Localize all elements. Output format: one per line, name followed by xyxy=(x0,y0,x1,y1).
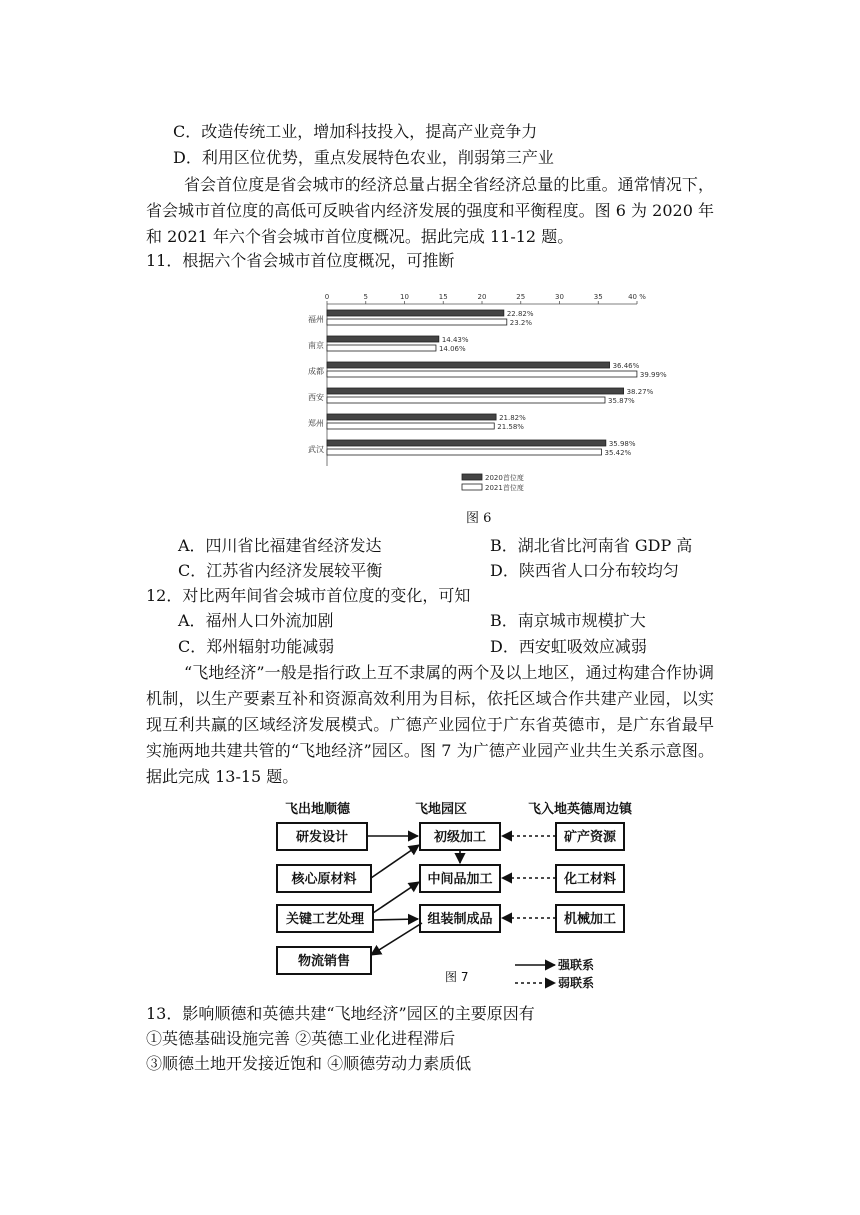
bar-data-label: 35.98% xyxy=(608,440,636,448)
column-right-title: 飞入地英德周边镇 xyxy=(528,802,633,817)
q12-option-d: D．西安虹吸效应减弱 xyxy=(490,637,647,656)
bar-data-label: 21.82% xyxy=(499,414,526,422)
x-tick-label: 10 xyxy=(400,293,409,301)
label-mineral-resources: 矿产资源 xyxy=(563,830,617,845)
label-logistics-sales: 物流销售 xyxy=(297,954,351,969)
q12-option-a: A．福州人口外流加剧 xyxy=(178,611,334,630)
x-tick-label: 0 xyxy=(324,293,330,301)
x-tick-label: 30 xyxy=(555,293,564,301)
bar-2020 xyxy=(327,310,504,316)
figure-6-bar-chart xyxy=(300,290,667,492)
column-mid-title: 飞地园区 xyxy=(415,802,468,817)
bar-data-label: 39.99% xyxy=(639,371,667,379)
label-rd-design: 研发设计 xyxy=(295,830,349,845)
legend-strong-label: 强联系 xyxy=(558,958,595,972)
bar-data-label: 23.2% xyxy=(509,319,533,327)
legend-swatch xyxy=(462,474,482,480)
q11-option-c: C．江苏省内经济发展较平衡 xyxy=(178,561,383,580)
q11-option-d: D．陕西省人口分布较均匀 xyxy=(490,561,679,580)
x-tick-label: 25 xyxy=(516,293,526,301)
legend-swatch xyxy=(462,484,482,490)
legend-label: 2020首位度 xyxy=(485,474,524,482)
q12-stem: 12．对比两年间省会城市首位度的变化，可知 xyxy=(146,586,471,605)
bar-data-label: 35.87% xyxy=(607,397,635,405)
label-chemical-materials: 化工材料 xyxy=(563,872,617,887)
q13-items-line2: ③顺德土地开发接近饱和 ④顺德劳动力素质低 xyxy=(146,1054,472,1073)
arrow-assembly-to-logistics xyxy=(371,923,422,955)
bar-data-label: 36.46% xyxy=(612,362,640,370)
bar-2020 xyxy=(327,440,606,446)
arrow-process-to-intermediate xyxy=(373,882,419,913)
bar-2021 xyxy=(327,397,605,403)
bar-2020 xyxy=(327,336,439,342)
x-tick-label: 40 % xyxy=(628,293,646,301)
label-core-materials: 核心原材料 xyxy=(291,872,357,887)
bar-2020 xyxy=(327,388,624,394)
q13-stem: 13．影响顺德和英德共建“飞地经济”园区的主要原因有 xyxy=(146,1004,535,1023)
label-machining: 机械加工 xyxy=(563,912,617,927)
passage-enclave-economy: “飞地经济”一般是指行政上互不隶属的两个及以上地区，通过构建合作协调机制，以生产要素互补和资源高效利用为目标，依托区域合作共建产业园，以实现互利共赢的区域经济发展模式。广德产业园位于广东省英德市，是广东省最早实施两地共建共管的“飞地经济”园区。图 7 为广德产业园产业共生关系示意图。据此完成 13-15 题。 xyxy=(146,663,714,786)
bar-data-label: 21.58% xyxy=(497,423,524,431)
x-tick-label: 15 xyxy=(438,293,448,301)
category-label: 西安 xyxy=(308,393,324,402)
category-label: 福州 xyxy=(308,315,324,324)
passage-capital-primacy: 省会首位度是省会城市的经济总量占据全省经济总量的比重。通常情况下，省会城市首位度的高低可反映省内经济发展的强度和平衡程度。图 6 为 2020 年和 2021 年六个省会城市首位度概况。据此完成 11-12 题。 xyxy=(146,175,714,246)
bar-2021 xyxy=(327,345,436,351)
x-tick-label: 5 xyxy=(363,293,368,301)
q11-option-a: A．四川省比福建省经济发达 xyxy=(178,536,382,555)
bar-2021 xyxy=(327,319,507,325)
q12-option-c: C．郑州辐射功能减弱 xyxy=(178,637,335,656)
bar-2021 xyxy=(327,371,637,377)
bar-2020 xyxy=(327,362,610,368)
bar-2020 xyxy=(327,414,496,420)
label-primary-processing: 初级加工 xyxy=(433,830,487,845)
figure-7-caption: 图 7 xyxy=(445,970,469,984)
bar-2021 xyxy=(327,449,602,455)
label-intermediate-processing: 中间品加工 xyxy=(427,872,493,887)
x-tick-label: 35 xyxy=(593,293,603,301)
q13-items-line1: ①英德基础设施完善 ②英德工业化进程滞后 xyxy=(146,1029,456,1048)
bar-data-label: 35.42% xyxy=(604,449,632,457)
q11-option-b: B．湖北省比河南省 GDP 高 xyxy=(490,536,693,555)
bar-data-label: 14.06% xyxy=(438,345,466,353)
arrow-process-to-assembly xyxy=(373,919,418,920)
x-tick-label: 20 xyxy=(477,293,487,301)
legend-label: 2021首位度 xyxy=(485,484,524,492)
column-left-title: 飞出地顺德 xyxy=(285,802,351,817)
figure-7-flow-diagram xyxy=(265,795,633,995)
category-label: 成都 xyxy=(308,367,324,376)
q10-option-d: D．利用区位优势，重点发展特色农业，削弱第三产业 xyxy=(173,148,554,167)
bar-2021 xyxy=(327,423,494,429)
figure-6-caption: 图 6 xyxy=(466,511,492,526)
category-label: 武汉 xyxy=(308,445,324,454)
bar-data-label: 14.43% xyxy=(441,336,469,344)
category-label: 南京 xyxy=(308,341,324,350)
q11-stem: 11．根据六个省会城市首位度概况，可推断 xyxy=(146,251,455,270)
category-label: 郑州 xyxy=(308,419,324,428)
q10-option-c: C．改造传统工业，增加科技投入，提高产业竞争力 xyxy=(173,122,538,141)
legend-weak-label: 弱联系 xyxy=(558,976,595,990)
bar-data-label: 38.27% xyxy=(626,388,654,396)
label-key-process: 关键工艺处理 xyxy=(285,912,365,927)
arrow-core-to-primary xyxy=(371,845,419,878)
q12-option-b: B．南京城市规模扩大 xyxy=(490,611,646,630)
bar-data-label: 22.82% xyxy=(506,310,534,318)
label-assembly: 组装制成品 xyxy=(427,912,493,927)
